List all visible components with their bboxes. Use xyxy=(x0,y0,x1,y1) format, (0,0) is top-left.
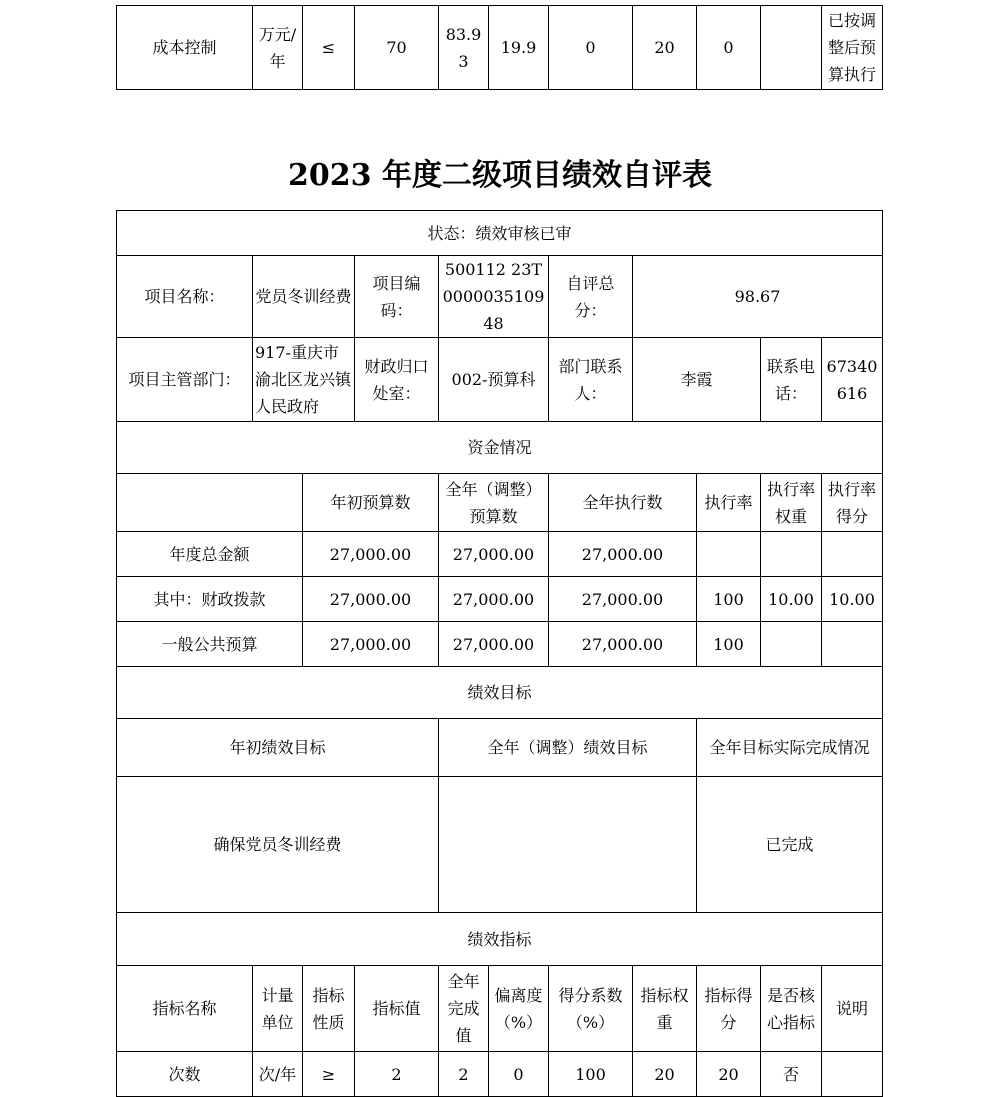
self-score-value: 98.67 xyxy=(633,256,883,338)
funds-cell: 100 xyxy=(697,577,761,622)
ind-header-score: 指标得分 xyxy=(697,966,761,1052)
table-row xyxy=(117,577,883,622)
indicators-header-row xyxy=(117,966,883,1052)
funds-header-weight: 执行率权重 xyxy=(761,474,822,532)
ind-header-value: 指标值 xyxy=(355,966,439,1052)
page-title: 2023 年度二级项目绩效自评表 xyxy=(288,158,712,193)
funds-cell: 27,000.00 xyxy=(549,532,697,577)
ind-cell: 2 xyxy=(355,1052,439,1097)
funds-cell: 27,000.00 xyxy=(439,622,549,667)
indicator-deviation: 19.9 xyxy=(489,6,549,90)
ind-cell: 次数 xyxy=(117,1052,253,1097)
ind-cell: 2 xyxy=(439,1052,489,1097)
ind-cell: 否 xyxy=(761,1052,822,1097)
funds-cell: 27,000.00 xyxy=(439,577,549,622)
funds-cell: 10.00 xyxy=(822,577,883,622)
funds-section-title: 资金情况 xyxy=(117,422,883,474)
indicator-note: 已按调整后预算执行 xyxy=(822,6,883,90)
ind-cell: ≥ xyxy=(303,1052,355,1097)
funds-cell: 27,000.00 xyxy=(303,577,439,622)
ind-cell: 100 xyxy=(549,1052,633,1097)
funds-cell: 27,000.00 xyxy=(303,532,439,577)
indicator-score: 0 xyxy=(697,6,761,90)
goals-adjusted-text xyxy=(439,777,697,913)
funds-cell: 27,000.00 xyxy=(549,577,697,622)
funds-header-blank xyxy=(117,474,303,532)
ind-header-note: 说明 xyxy=(822,966,883,1052)
indicators-section-row xyxy=(117,913,883,966)
project-name-value: 党员冬训经费 xyxy=(253,256,355,338)
ind-cell: 次/年 xyxy=(253,1052,303,1097)
status-row xyxy=(117,211,883,256)
office-label: 财政归口处室： xyxy=(355,338,439,422)
funds-header-executed: 全年执行数 xyxy=(549,474,697,532)
ind-cell xyxy=(822,1052,883,1097)
indicator-target: 70 xyxy=(355,6,439,90)
goals-header-row xyxy=(117,719,883,777)
evaluation-table xyxy=(116,210,883,1097)
phone-value: 67340616 xyxy=(822,338,883,422)
funds-header-initial: 年初预算数 xyxy=(303,474,439,532)
contact-label: 部门联系人： xyxy=(549,338,633,422)
project-code-value: 500112 23T000003510948 xyxy=(439,256,549,338)
ind-cell: 20 xyxy=(697,1052,761,1097)
goals-section-title: 绩效目标 xyxy=(117,667,883,719)
funds-header-adjusted: 全年（调整）预算数 xyxy=(439,474,549,532)
funds-cell: 10.00 xyxy=(761,577,822,622)
info-row-2 xyxy=(117,338,883,422)
ind-header-actual: 全年完成值 xyxy=(439,966,489,1052)
indicator-name: 成本控制 xyxy=(117,6,253,90)
goals-header-initial: 年初绩效目标 xyxy=(117,719,439,777)
funds-cell: 100 xyxy=(697,622,761,667)
indicator-unit: 万元/年 xyxy=(253,6,303,90)
goals-section-row xyxy=(117,667,883,719)
self-score-label: 自评总分： xyxy=(549,256,633,338)
funds-cell: 27,000.00 xyxy=(549,622,697,667)
ind-header-weight: 指标权重 xyxy=(633,966,697,1052)
dept-value: 917-重庆市渝北区龙兴镇人民政府 xyxy=(253,338,355,422)
funds-header-row xyxy=(117,474,883,532)
indicator-nature: ≤ xyxy=(303,6,355,90)
ind-cell: 20 xyxy=(633,1052,697,1097)
top-indicator-table xyxy=(116,5,883,90)
funds-row-label: 其中：财政拨款 xyxy=(117,577,303,622)
status-text: 状态：绩效审核已审 xyxy=(117,211,883,256)
funds-cell xyxy=(822,622,883,667)
ind-header-unit: 计量单位 xyxy=(253,966,303,1052)
ind-cell: 0 xyxy=(489,1052,549,1097)
ind-header-name: 指标名称 xyxy=(117,966,253,1052)
funds-section-row xyxy=(117,422,883,474)
ind-header-deviation: 偏离度（%） xyxy=(489,966,549,1052)
funds-row-label: 年度总金额 xyxy=(117,532,303,577)
funds-cell xyxy=(697,532,761,577)
office-value: 002-预算科 xyxy=(439,338,549,422)
funds-cell xyxy=(761,622,822,667)
project-name-label: 项目名称： xyxy=(117,256,253,338)
info-row-1 xyxy=(117,256,883,338)
funds-row-label: 一般公共预算 xyxy=(117,622,303,667)
goals-header-adjusted: 全年（调整）绩效目标 xyxy=(439,719,697,777)
funds-header-rate: 执行率 xyxy=(697,474,761,532)
funds-cell: 27,000.00 xyxy=(439,532,549,577)
indicator-actual: 83.93 xyxy=(439,6,489,90)
dept-label: 项目主管部门： xyxy=(117,338,253,422)
project-code-label: 项目编码： xyxy=(355,256,439,338)
funds-cell xyxy=(822,532,883,577)
indicators-section-title: 绩效指标 xyxy=(117,913,883,966)
table-row xyxy=(117,532,883,577)
ind-header-core: 是否核心指标 xyxy=(761,966,822,1052)
indicator-core xyxy=(761,6,822,90)
goals-actual-text: 已完成 xyxy=(697,777,883,913)
table-row xyxy=(117,1052,883,1097)
indicator-coef: 0 xyxy=(549,6,633,90)
phone-label: 联系电话： xyxy=(761,338,822,422)
indicator-weight: 20 xyxy=(633,6,697,90)
contact-value: 李霞 xyxy=(633,338,761,422)
table-row xyxy=(117,622,883,667)
funds-cell xyxy=(761,532,822,577)
table-row xyxy=(117,6,883,90)
ind-header-coef: 得分系数（%） xyxy=(549,966,633,1052)
funds-header-score: 执行率得分 xyxy=(822,474,883,532)
funds-cell: 27,000.00 xyxy=(303,622,439,667)
goals-header-actual: 全年目标实际完成情况 xyxy=(697,719,883,777)
goals-content-row xyxy=(117,777,883,913)
ind-header-nature: 指标性质 xyxy=(303,966,355,1052)
goals-initial-text: 确保党员冬训经费 xyxy=(117,777,439,913)
